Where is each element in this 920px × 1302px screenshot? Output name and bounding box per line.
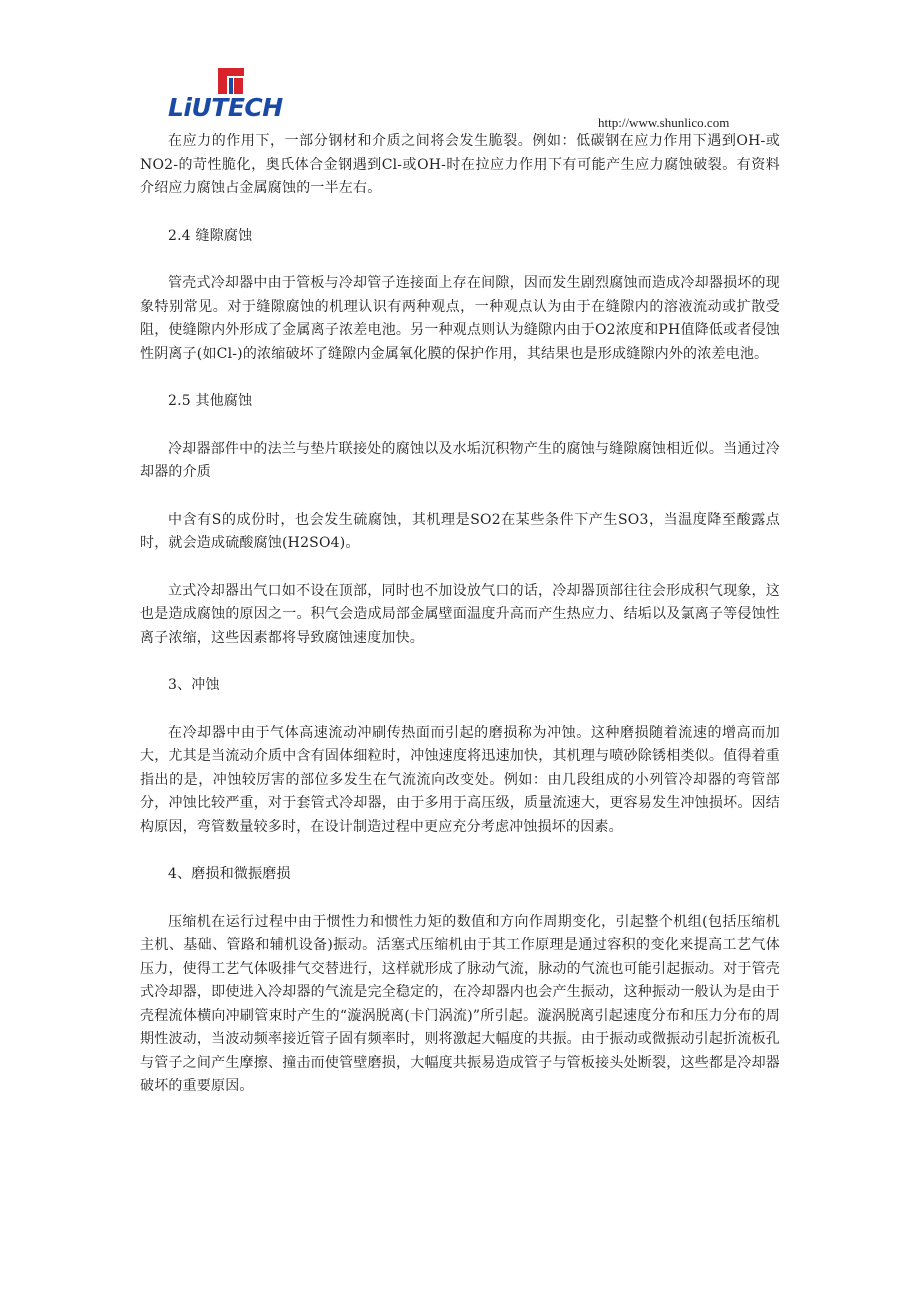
paragraph-erosion: 在冷却器中由于气体高速流动冲刷传热面而引起的磨损称为冲蚀。这种磨损随着流速的增高而加大，尤其是当流动介质中含有固体细粒时，冲蚀速度将迅速加快，其机理与喷砂除锈相类似。值得着重指出的是，冲蚀较厉害的部位多发生在气流流向改变处。例如：由几段组成的小列管冷却器的弯管部分，冲蚀比较严重，对于套管式冷却器，由于多用于高压级，质量流速大，更容易发生冲蚀损坏。因结构原因，弯管数量较多时，在设计制造过程中更应充分考虑冲蚀损坏的因素。 <box>140 724 780 835</box>
website-url: http://www.shunlico.com <box>598 115 730 130</box>
logo-text: LiUTECH <box>168 93 283 122</box>
section-heading-3: 3、冲蚀 <box>168 677 220 693</box>
paragraph-crevice-corrosion: 管壳式冷却器中由于管板与冷却管子连接面上存在间隙，因而发生剧烈腐蚀而造成冷却器损坏的现象特别常见。对于缝隙腐蚀的机理认识有两种观点，一种观点认为由于在缝隙内的溶液流动或扩散受阻，使缝隙内外形成了金属离子浓差电池。另一种观点则认为缝隙内由于O2浓度和PH值降低或者侵蚀性阴离子(如Cl-)的浓缩破坏了缝隙内金属氧化膜的保护作用，其结果也是形成缝隙内外的浓差电池。 <box>140 275 780 362</box>
company-logo <box>168 66 296 124</box>
paragraph-vibration-wear: 压缩机在运行过程中由于惯性力和惯性力矩的数值和方向作周期变化，引起整个机组(包括压缩机主机、基础、管路和辅机设备)振动。活塞式压缩机由于其工作原理是通过容积的变化来提高工艺气体压力，使得工艺气体吸排气交替进行，这样就形成了脉动气流，脉动的气流也可能引起振动。对于管壳式冷却器，即使进入冷却器的气流是完全稳定的，在冷却器内也会产生振动，这种振动一般认为是由于壳程流体横向冲刷管束时产生的“漩涡脱离(卡门涡流)”所引起。漩涡脱离引起速度分布和压力分布的周期性波动，当波动频率接近管子固有频率时，则将激起大幅度的共振。由于振动或微振动引起折流板孔与管子之间产生摩擦、撞击而使管壁磨损，大幅度共振易造成管子与管板接头处断裂，这些都是冷却器破坏的重要原因。 <box>140 913 780 1094</box>
paragraph-gas-accumulation: 立式冷却器出气口如不设在顶部，同时也不加设放气口的话，冷却器顶部往往会形成积气现象，这也是造成腐蚀的原因之一。积气会造成局部金属壁面温度升高而产生热应力、结垢以及氯离子等侵蚀性离子浓缩，这些因素都将导致腐蚀速度加快。 <box>140 582 780 646</box>
document-body <box>140 130 780 1123</box>
section-heading-2-5: 2.5 其他腐蚀 <box>168 393 253 409</box>
paragraph-sulfur-corrosion: 中含有S的成份时，也会发生硫腐蚀，其机理是SO2在某些条件下产生SO3，当温度降至酸露点时，就会造成硫酸腐蚀(H2SO4)。 <box>140 511 780 551</box>
logo-mark-icon <box>168 66 296 96</box>
section-heading-4: 4、磨损和微振磨损 <box>168 866 291 882</box>
paragraph-stress-corrosion: 在应力的作用下，一部分钢材和介质之间将会发生脆裂。例如：低碳钢在应力作用下遇到OH-或NO2-的苛性脆化，奥氏体合金钢遇到Cl-或OH-时在拉应力作用下有可能产生应力腐蚀破裂。有资料介绍应力腐蚀占金属腐蚀的一半左右。 <box>140 133 780 196</box>
section-heading-2-4: 2.4 缝隙腐蚀 <box>168 227 253 244</box>
paragraph-other-corrosion: 冷却器部件中的法兰与垫片联接处的腐蚀以及水垢沉积物产生的腐蚀与缝隙腐蚀相近似。当通过冷却器的介质 <box>140 440 780 480</box>
